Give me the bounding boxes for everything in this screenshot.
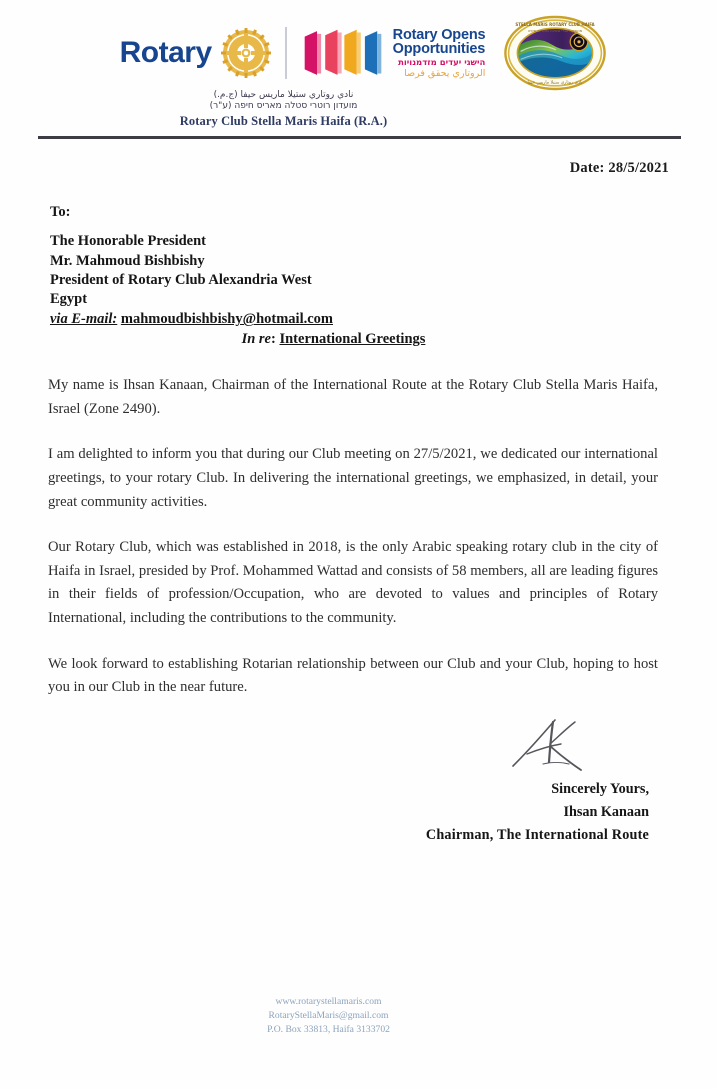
footer-email[interactable]: RotaryStellaMaris@gmail.com (268, 1010, 389, 1022)
letterhead (0, 14, 717, 134)
signature-closing: Sincerely Yours, (551, 781, 649, 797)
signature-name: Ihsan Kanaan (563, 804, 649, 820)
letterhead-logo-row (0, 14, 717, 92)
header-divider-rule (38, 136, 681, 139)
addressee-line-4: Egypt (50, 291, 88, 308)
addressee-block (50, 203, 333, 330)
club-name-arabic: نادي روتاري ستيلا ماريس حيفا (ج.م.) (213, 90, 354, 100)
subject-separator: : (271, 331, 276, 347)
club-name-hebrew: מועדון רוטרי סטלה מאריס חיפה (ע"ר) (209, 101, 358, 112)
subject-prefix: In re (241, 331, 271, 347)
footer-address: P.O. Box 33813, Haifa 3133702 (267, 1024, 390, 1036)
addressee-line-2: Mr. Mahmoud Bishbishy (50, 252, 205, 269)
rotary-wordmark: Rotary (119, 36, 212, 69)
tagline-english-line2: Opportunities (392, 41, 486, 57)
signature-block (319, 714, 649, 847)
rotary-wheel-icon (221, 28, 271, 78)
tagline-block (393, 28, 486, 79)
body-paragraph-4: We look forward to establishing Rotarian relationship between our Club and your Club, hoping to host you in our Club in the near future. (48, 655, 658, 696)
svg-text:نادي روتاري ستيلا ماريس حيفا: نادي روتاري ستيلا ماريس حيفا (527, 80, 583, 86)
rotary-brand-mark (120, 28, 271, 78)
footer-website[interactable]: www.rotarystellamaris.com (275, 996, 382, 1008)
letterhead-divider (285, 27, 287, 79)
signature-mark-icon (503, 714, 593, 776)
subject-topic: International Greetings (279, 331, 426, 347)
tagline-english-line1: Rotary Opens (392, 26, 486, 43)
subject-line (0, 331, 717, 348)
svg-text:מועדון רוטרי סטלה מאריס חיפה: מועדון רוטרי סטלה מאריס חיפה (528, 28, 583, 34)
opening-doors-icon (301, 27, 385, 79)
addressee-email-line (50, 310, 333, 329)
handwritten-signature (319, 714, 649, 776)
tagline-hebrew: הישגי יעדים מזדמנויות (398, 57, 486, 68)
signature-role: Chairman, The International Route (425, 827, 649, 843)
svg-text:STELLA MARIS ROTARY CLUB HAIFA: STELLA MARIS ROTARY CLUB HAIFA (515, 21, 596, 27)
body-paragraph-3: Our Rotary Club, which was established in 2018, is the only Arabic speaking rotary club in the city of Haifa in Israel, presided by Prof. Mohammed Wattad and consists of 58 members, all are leading figures in their fields of profession/Occupation, who are devoted to values and principles of Rotary International, including the contributions to the community. (48, 539, 658, 627)
body-paragraph-2: I am delighted to inform you that during our Club meeting on 27/5/2021, we dedicated our international greetings, to your rotary Club. In delivering the international greetings, we emphasized, in detail, your great community activities. (48, 446, 658, 510)
signature-text-lines (319, 778, 649, 847)
letter-date: Date: 28/5/2021 (569, 160, 669, 176)
page-footer (0, 995, 717, 1037)
tagline-arabic: الروتاري يحقق فرصا (404, 68, 486, 79)
addressee-line-3: President of Rotary Club Alexandria West (50, 271, 312, 288)
addressee-line-1: The Honorable President (50, 233, 207, 250)
letter-body (48, 374, 658, 700)
email-prefix-label: via E-mail: (50, 311, 118, 328)
club-name-block (0, 90, 717, 129)
body-paragraph-1: My name is Ihsan Kanaan, Chairman of the International Route at the Rotary Club Stella Maris Haifa, Israel (Zone 2490). (48, 377, 658, 417)
club-seal-emblem (503, 13, 607, 93)
club-name-english: Rotary Club Stella Maris Haifa (R.A.) (179, 113, 388, 128)
addressee-email-link[interactable]: mahmoudbishbishy@hotmail.com (120, 311, 333, 328)
addressee-to-label: To: (50, 204, 71, 220)
